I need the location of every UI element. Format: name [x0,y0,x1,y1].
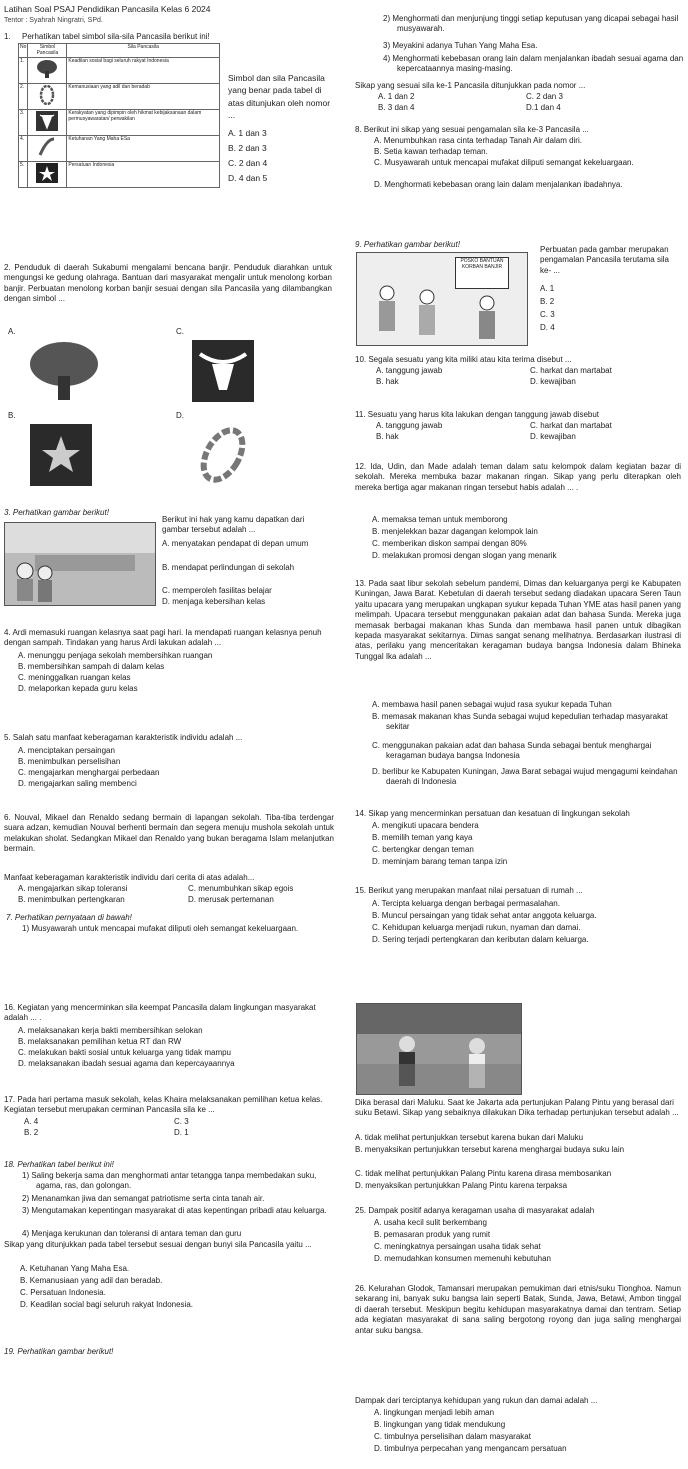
q1-option: C. 2 dan 4 [228,158,268,168]
chain-icon [192,424,254,486]
q16-option: A. melaksanakan kerja bakti membersihkan selokan [18,1026,203,1035]
q26-option: C. timbulnya perselisihan dalam masyarakat [374,1432,531,1441]
bull-head-icon [36,111,58,131]
q6-text: 6. Nouval, Mikael dan Renaldo sedang bermain di lapangan sekolah. Tiba-tiba terdengar suara adzan, kemudian Nouval berhenti bermain dan segera menuju mushola sekolah untuk melakukan sholat. Sedangkan Mikael dan Renaldo yang bukan beragama Islam melanjutkan bermain. [4,813,334,854]
q3-side-text: Berikut ini hak yang kamu dapatkan dari gambar tersebut adalah ... [162,515,305,535]
table-row: 5. Persatuan Indonesia [19,162,220,188]
q17-option: B. 2 [24,1128,39,1137]
q16-option: D. melaksanakan ibadah sesuai agama dan kepercayaannya [18,1059,235,1068]
q1-text: Perhatikan tabel simbol sila-sila Pancasila berikut ini! [22,32,210,41]
q15-option: A. Tercipta keluarga dengan berbagai permasalahan. [372,899,560,908]
q25-option: A. usaha kecil sulit berkembang [374,1218,487,1227]
chain-icon [36,85,58,105]
q14-option: B. memilih teman yang kaya [372,833,473,842]
q25-option: D. memudahkan konsumen memenuhi kebutuhan [374,1254,551,1263]
q13-option: D. berlibur ke Kabupaten Kuningan, Jawa Barat sebagai wujud mengagumi keindahan daerah di Indonesia [372,767,678,787]
q18-option: C. Persatuan Indonesia. [20,1288,106,1297]
q16-text: 16. Kegiatan yang mencerminkan sila keempat Pancasila dalam lingkungan masyarakat adalah ... . [4,1003,316,1023]
q18-item: 3) Mengutamakan kepentingan masyarakat di atas kepentingan pribadi atau keluarga. [22,1206,327,1215]
q26-question: Dampak dari terciptanya kehidupan yang rukun dan damai adalah ... [355,1396,598,1405]
q13-text: 13. Pada saat libur sekolah sebelum pandemi, Dimas dan keluarganya pergi ke Kabupaten Kuningan, Jawa Barat. Kebetulan di daerah tersebut sedang diadakan upacara Seren Taun yaitu upacara yang merupakan ungkapan syukur kepada Tuhan YME atas hasil panen yang melimpah. Upacara tersebut menggunakan pakaian adat dan bahasa Sunda. Mereka juga memasak berbagai makanan khas Sunda dan membawa hasil panen untuk dibagikan kepada masyarakat sekitarnya. Dimas sangat senang melihatnya. Berdasarkan ilustrasi di atas, perilaku yang menceritakan keragaman budaya bangsa Indonesia dalam Bhineka Tunggal Ika adalah ... [355,579,681,661]
q6-question: Manfaat keberagaman karakteristik individu dari cerita di atas adalah... [4,873,255,882]
doc-author: Tentor : Syahrah Ningratri, SPd. [4,17,103,24]
q13-option: B. memasak makanan khas Sunda sebagai wujud kepedulian terhadap masyarakat sekitar [372,712,668,732]
banyan-tree-icon [28,340,100,402]
q17-option: D. 1 [174,1128,189,1137]
q7-item: 2) Menghormati dan menjunjung tinggi setiap keputusan yang dicapai sebagai hasil musyawarah. [383,14,679,34]
q15-text: 15. Berikut yang merupakan manfaat nilai persatuan di rumah ... [355,886,583,895]
q14-option: A. mengikuti upacara bendera [372,821,479,830]
q11-option: A. tanggung jawab [376,421,443,430]
q18-option: B. Kemanusiaan yang adil dan beradab. [20,1276,163,1285]
q18-question: Sikap yang ditunjukkan pada tabel tersebut sesuai dengan bunyi sila Pancasila yaitu ... [4,1240,312,1249]
q9-text: 9. Perhatikan gambar berikut! [355,240,460,249]
q4-option: A. menunggu penjaga sekolah membersihkan ruangan [18,651,213,660]
q18-item: 4) Menjaga kerukunan dan toleransi di antara teman dan guru [22,1229,242,1238]
q18-option: D. Keadilan social bagi seluruh rakyat Indonesia. [20,1300,193,1309]
q12-option: D. melakukan promosi dengan slogan yang menarik [372,551,557,560]
q19-text: 19. Perhatikan gambar berikut! [4,1347,114,1356]
q3-text: 3. Perhatikan gambar berikut! [4,508,109,517]
q5-option: B. menimbulkan perselisihan [18,757,121,766]
table-row: 2. Kemanusiaan yang adil dan beradab [19,84,220,110]
q14-option: C. bertengkar dengan teman [372,845,474,854]
q6-option: B. menimbulkan pertengkaran [18,895,125,904]
q25-option: C. meningkatnya persaingan usaha tidak sehat [374,1242,541,1251]
q6-option: D. merusak pertemanan [188,895,274,904]
q8-option: B. Setia kawan terhadap teman. [374,147,488,156]
q5-option: A. menciptakan persaingan [18,746,115,755]
classroom-illustration [4,522,156,606]
q12-option: C. memberikan diskon sampai dengan 80% [372,539,527,548]
q4-option: C. meninggalkan ruangan kelas [18,673,131,682]
q8-option: A. Menumbuhkan rasa cinta terhadap Tanah Air dalam diri. [374,136,582,145]
q25-text: 25. Dampak positif adanya keragaman usaha di masyarakat adalah [355,1206,595,1215]
q7-option: D.1 dan 4 [526,103,561,112]
star-icon [30,424,92,486]
q19b-option: B. menyaksikan pertunjukkan tersebut karena menghargai budaya suku lain [355,1145,625,1154]
th-simbol: Simbol Pancasila [28,44,67,58]
q8-option: D. Menghormati kebebasan orang lain dalam menjalankan ibadahnya. [374,180,623,189]
q10-option: A. tanggung jawab [376,366,443,375]
q5-text: 5. Salah satu manfaat keberagaman karakteristik individu adalah ... [4,733,243,742]
q7-option: A. 1 dan 2 [378,92,415,101]
q16-option: B. melaksanakan pemilihan ketua RT dan RW [18,1037,182,1046]
q17-text: 17. Pada hari pertama masuk sekolah, kelas Khaira melaksanakan pemilihan ketua kelas. Kegiatan tersebut merupakan cerminan Pancasila sila ke ... [4,1095,323,1115]
q2-label-d: D. [176,411,184,420]
q1-option: D. 4 dan 5 [228,173,268,183]
q15-option: D. Sering terjadi pertengkaran dan keributan dalam keluarga. [372,935,589,944]
posko-sign: POSKO BANTUAN KORBAN BANJIR [455,257,509,289]
symbol-table [18,43,220,188]
q3-option: C. memperoleh fasilitas belajar [162,586,272,595]
q17-option: A. 4 [24,1117,39,1126]
q3-option: A. menyatakan pendapat di depan umum [162,539,309,548]
q19b-option: D. menyaksikan pertunjukkan Palang Pintu karena terpaksa [355,1181,568,1190]
q26-option: D. timbulnya perpecahan yang mengancam persatuan [374,1444,567,1453]
table-row: 4. Ketuhanan Yang Maha ESa [19,136,220,162]
q7-text: 7. Perhatikan pernyataan di bawah! [6,913,132,922]
q15-option: B. Muncul persaingan yang tidak sehat antar anggota keluarga. [372,911,597,920]
q10-text: 10. Segala sesuatu yang kita miliki atau kita terima disebut ... [355,355,572,364]
th-no: No [19,44,28,58]
q14-option: D. meminjam barang teman tanpa izin [372,857,508,866]
q11-option: C. harkat dan martabat [530,421,612,430]
bull-head-icon [192,340,254,402]
q12-text: 12. Ida, Udin, dan Made adalah teman dalam satu kelompok dalam kegiatan bazar di sekolah. Mereka membuka bazar makanan ringan. Sikap yang perlu diterapkan oleh mereka bertiga agar makanan ringan tersebut habis adalah ... . [355,462,681,492]
q10-option: B. hak [376,377,399,386]
q26-option: A. lingkungan menjadi lebih aman [374,1408,495,1417]
q4-option: D. melaporkan kepada guru kelas [18,684,138,693]
q7-option: B. 3 dan 4 [378,103,415,112]
q10-option: D. kewajiban [530,377,576,386]
q11-option: D. kewajiban [530,432,576,441]
q25-option: B. pemasaran produk yang rumit [374,1230,491,1239]
th-sila: Sila Pancasila [67,44,220,58]
q7-item: 4) Menghormati kebebasan orang lain dalam menjalankan ibadah sesuai agama dan kepercataannya masing-masing. [383,54,684,74]
q5-option: D. mengajarkan saling membenci [18,779,137,788]
palang-pintu-photo [356,1003,522,1095]
q18-item: 1) Saling bekerja sama dan menghormati antar tetangga tanpa membedakan suku, agama, ras, dan golongan. [22,1171,317,1191]
q1-number: 1. [4,32,11,41]
q6-option: A. mengajarkan sikap toleransi [18,884,128,893]
q17-option: C. 3 [174,1117,189,1126]
q9-option: A. 1 [540,284,555,293]
q2-label-c: C. [176,327,184,336]
q2-label-b: B. [8,411,16,420]
q1-side-text: Simbol dan sila Pancasila yang benar pada tabel di atas ditunjukan oleh nomor ... [228,73,331,120]
q4-text: 4. Ardi memasuki ruangan kelasnya saat pagi hari. Ia mendapati ruangan kelasnya penuh dengan sampah. Tindakan yang harus Ardi lakukan adalah ... [4,628,322,648]
flood-aid-illustration [356,252,528,346]
q18-option: A. Ketuhanan Yang Maha Esa. [20,1264,130,1273]
q1-option: A. 1 dan 3 [228,128,267,138]
q1-option: B. 2 dan 3 [228,143,267,153]
q3-option: B. mendapat perlindungan di sekolah [162,563,295,572]
q26-text: 26. Kelurahan Glodok, Tamansari merupakan pemukiman dari etnis/suku Tionghoa. Namun sekarang ini, banyak suku bangsa lain seperti Batak, Sunda, Jawa, Betawi, Ambon tinggal di daerah tersebut. Meskipun begitu kehidupan masyarakatnya damai dan tentram. Setiap ada kegiatan masyarakat di sana saling bergotong royong dan juga saling menghargai antar suku bangsa. [355,1284,681,1335]
q11-text: 11. Sesuatu yang harus kita lakukan dengan tanggung jawab disebut [355,410,600,419]
q2-label-a: A. [8,327,16,336]
q7-item: 1) Musyawarah untuk mencapai mufakat diliputi oleh semangat kekeluargaan. [22,924,299,933]
q10-option: C. harkat dan martabat [530,366,612,375]
q19b-option: C. tidak melihat pertunjukkan Palang Pintu karena dirasa membosankan [355,1169,612,1178]
q2-text: 2. Penduduk di daerah Sukabumi mengalami bencana banjir. Penduduk diarahkan untuk mengungsi ke gedung olahraga. Bantuan dari masyarakat mengalir untuk menolong korban banjir. Perbuatan menolong korban banjir sesuai dengan sila Pancasila yang dilambangkan dengan simbol ... [4,263,332,304]
q9-option: C. 3 [540,310,555,319]
q12-option: A. memaksa teman untuk memborong [372,515,508,524]
q19b-option: A. tidak melihat pertunjukkan tersebut karena bukan dari Maluku [355,1133,584,1142]
q18-item: 2) Menanamkan jiwa dan semangat patriotisme serta cinta tanah air. [22,1194,265,1203]
table-row: 1. Keadilan sosial bagi seluruh rakyat Indonesia [19,58,220,84]
doc-title: Latihan Soal PSAJ Pendidikan Pancasila Kelas 6 2024 [4,4,211,14]
q12-option: B. menjelekkan bazar dagangan kelompok lain [372,527,538,536]
star-icon [36,163,58,183]
q3-option: D. menjaga kebersihan kelas [162,597,266,606]
table-row: 3. Kerakyatan yang dipimpin oleh hikmat kebijaksanaan dalam permusyawaratan/ perwakilan [19,110,220,136]
q7-item: 3) Meyakini adanya Tuhan Yang Maha Esa. [383,41,538,50]
q4-option: B. membersihkan sampah di dalam kelas [18,662,165,671]
q18-text: 18. Perhatikan tabel berikut ini! [4,1160,114,1169]
q9-option: B. 2 [540,297,555,306]
q7-question: Sikap yang sesuai sila ke-1 Pancasila ditunjukkan pada nomor ... [355,81,586,90]
rice-cotton-icon [36,137,58,157]
q5-option: C. mengajarkan menghargai perbedaan [18,768,160,777]
q8-text: 8. Berikut ini sikap yang sesuai pengamalan sila ke-3 Pancasila ... [355,125,589,134]
q26-option: B. lingkungan yang tidak mendukung [374,1420,506,1429]
q16-option: C. melakukan bakti sosial untuk keluarga yang tidak mampu [18,1048,231,1057]
q6-option: C. menumbuhkan sikap egois [188,884,294,893]
q14-text: 14. Sikap yang mencerminkan persatuan dan kesatuan di lingkungan sekolah [355,809,630,818]
q9-side-text: Perbuatan pada gambar merupakan pengamalan Pancasila terutama sila ke- ... [540,245,669,275]
q11-option: B. hak [376,432,399,441]
q13-option: C. menggunakan pakaian adat dan bahasa Sunda sebagai bentuk menghargai keragaman budaya bangsa Indonesia [372,741,652,761]
q13-option: A. membawa hasil panen sebagai wujud rasa syukur kepada Tuhan [372,700,612,709]
q15-option: C. Kehidupan keluarga menjadi rukun, nyaman dan damai. [372,923,581,932]
q7-option: C. 2 dan 3 [526,92,563,101]
banyan-tree-icon [36,59,58,79]
q19b-text: Dika berasal dari Maluku. Saat ke Jakarta ada pertunjukan Palang Pintu yang berasal dari suku Betawi. Sikap yang sebaiknya dilakukan Dika terhadap pertunjukan tersebut adalah ... [355,1098,679,1118]
q8-option: C. Musyawarah untuk mencapai mufakat diliputi semangat kekeluargaan. [374,158,634,167]
q9-option: D. 4 [540,323,555,332]
